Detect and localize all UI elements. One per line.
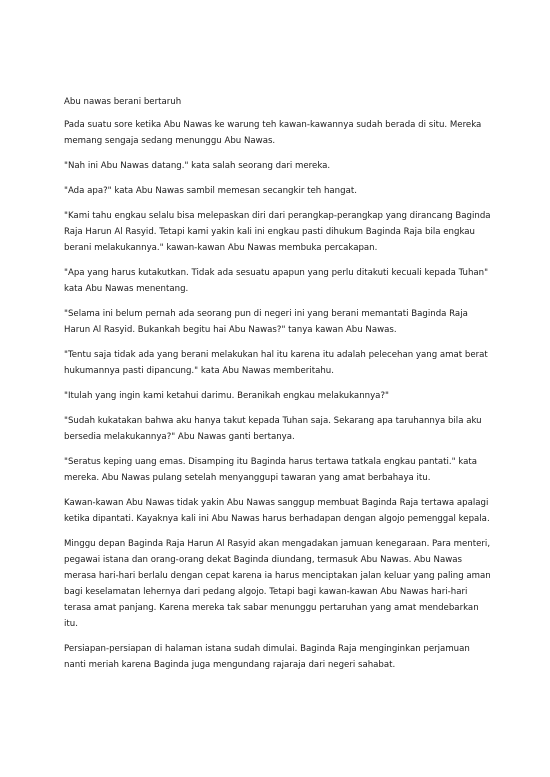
paragraph-7: "Tentu saja tidak ada yang berani melakukan hal itu karena itu adalah pelecehan yang amat berat hukumannya pasti dipancung." kata Abu Nawas memberitahu. bbox=[64, 350, 488, 376]
paragraph-4: "Kami tahu engkau selalu bisa melepaskan diri dari perangkap-perangkap yang dirancang Baginda Raja Harun Al Rasyid. Tetapi kami yakin kali ini engkau pasti dihukum Baginda Raja bila engkau berani melakukannya." kawan-kawan Abu Nawas membuka percakapan. bbox=[64, 211, 491, 253]
paragraph-2: "Nah ini Abu Nawas datang." kata salah seorang dari mereka. bbox=[64, 161, 331, 171]
paragraph-1: Pada suatu sore ketika Abu Nawas ke warung teh kawan-kawannya sudah berada di situ. Mereka memang sengaja sedang menunggu Abu Nawas. bbox=[64, 120, 482, 146]
document-page bbox=[64, 96, 494, 682]
paragraph-13: Persiapan-persiapan di halaman istana sudah dimulai. Baginda Raja menginginkan perjamuan nanti meriah karena Baginda juga mengundang rajaraja dari negeri sahabat. bbox=[64, 644, 470, 670]
paragraph-10: "Seratus keping uang emas. Disamping itu Baginda harus tertawa tatkala engkau pantati." kata mereka. Abu Nawas pulang setelah menyanggupi tawaran yang amat berbahaya itu. bbox=[64, 457, 477, 483]
paragraph-8: "Itulah yang ingin kami ketahui darimu. Beranikah engkau melakukannya?" bbox=[64, 391, 389, 401]
paragraph-3: "Ada apa?" kata Abu Nawas sambil memesan secangkir teh hangat. bbox=[64, 186, 357, 196]
paragraph-11: Kawan-kawan Abu Nawas tidak yakin Abu Nawas sanggup membuat Baginda Raja tertawa apalagi ketika dipantati. Kayaknya kali ini Abu Nawas harus berhadapan dengan algojo pemenggal kepala. bbox=[64, 498, 490, 524]
document-title: Abu nawas berani bertaruh bbox=[64, 97, 182, 107]
paragraph-6: "Selama ini belum pernah ada seorang pun di negeri ini yang berani memantati Baginda Raja Harun Al Rasyid. Bukankah begitu hai Abu Nawas?" tanya kawan Abu Nawas. bbox=[64, 309, 468, 335]
paragraph-5: "Apa yang harus kutakutkan. Tidak ada sesuatu apapun yang perlu ditakuti kecuali kepada Tuhan" kata Abu Nawas menentang. bbox=[64, 268, 489, 294]
paragraph-12: Minggu depan Baginda Raja Harun Al Rasyid akan mengadakan jamuan kenegaraan. Para menteri, pegawai istana dan orang-orang dekat Baginda diundang, termasuk Abu Nawas. Abu Nawas merasa hari-hari berlalu dengan cepat karena ia harus menciptakan jalan keluar yang paling aman bagi keselamatan lehernya dari pedang algojo. Tetapi bagi kawan-kawan Abu Nawas hari-hari terasa amat panjang. Karena mereka tak sabar menunggu pertaruhan yang amat mendebarkan itu. bbox=[64, 539, 491, 629]
paragraph-9: "Sudah kukatakan bahwa aku hanya takut kepada Tuhan saja. Sekarang apa taruhannya bila aku bersedia melakukannya?" Abu Nawas ganti bertanya. bbox=[64, 416, 482, 442]
